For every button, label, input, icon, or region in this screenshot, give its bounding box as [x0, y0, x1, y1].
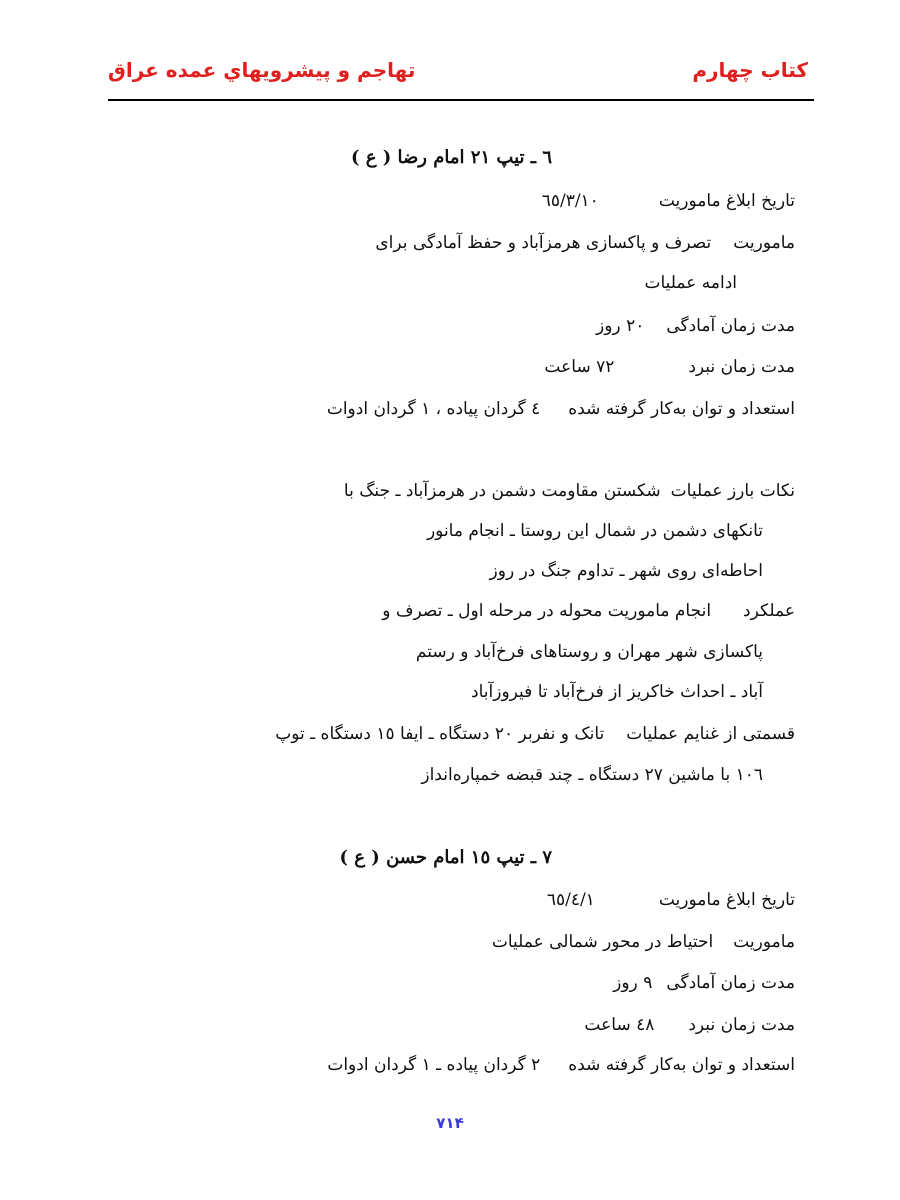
s7-force-value: ٢ گردان پیاده ـ ١ گردان ادوات — [327, 1055, 541, 1075]
s6-perf-line-2: پاکسازی شهر مهران و روستاهای فرخ‌آباد و رستم — [415, 642, 763, 662]
s6-notes-label: نکات بارز عملیات — [670, 481, 795, 501]
s6-notes-line-2: تانکهای دشمن در شمال این روستا ـ انجام مانور — [426, 521, 763, 541]
s6-date-row — [542, 189, 795, 213]
s6-notes-line-3: احاطه‌ای روی شهر ـ تداوم جنگ در روز — [489, 561, 763, 581]
s6-perf-label: عملکرد — [743, 601, 795, 621]
s6-force-row — [327, 397, 795, 421]
s6-date-value: ٦٥/٣/١٠ — [541, 191, 599, 211]
s6-combat-label: مدت زمان نبرد — [688, 357, 795, 377]
s7-mission-value: احتیاط در محور شمالی عملیات — [491, 932, 714, 952]
s6-perf-row — [382, 599, 795, 623]
s6-prep-row — [596, 314, 795, 338]
s7-mission-row — [492, 930, 795, 954]
book-title: کتاب چهارم — [692, 58, 808, 82]
s6-combat-value: ٧٢ ساعت — [544, 357, 615, 377]
s7-date-label: تاریخ ابلاغ ماموریت — [658, 890, 795, 910]
s6-notes-row — [344, 479, 795, 503]
s6-notes-line-1: شکستن مقاومت دشمن در هرمزآباد ـ جنگ با — [343, 481, 661, 501]
s6-mission-value: تصرف و پاکسازی هرمزآباد و حفظ آمادگی برای — [375, 233, 712, 253]
section-6-title: ٦ ـ تیپ ٢١ امام رضا ( ع ) — [350, 147, 552, 168]
header-rule — [108, 99, 814, 101]
s7-date-value: ٦٥/٤/١ — [546, 890, 595, 910]
s7-prep-label: مدت زمان آمادگی — [666, 973, 795, 993]
s6-booty-label: قسمتی از غنایم عملیات — [626, 724, 795, 744]
s6-booty-row — [275, 722, 795, 746]
s6-force-label: استعداد و توان به‌کار گرفته شده — [568, 399, 795, 419]
s6-booty-line-1: تانک و نفربر ٢٠ دستگاه ـ ایفا ١٥ دستگاه ـ توپ — [275, 724, 605, 744]
s6-booty-line-2: ١٠٦ با ماشین ٢٧ دستگاه ـ چند قبضه خمپاره‌انداز — [421, 765, 763, 785]
s6-prep-value: ٢٠ روز — [596, 316, 645, 336]
s6-perf-line-3: آباد ـ احداث خاکریز از فرخ‌آباد تا فیروزآباد — [471, 682, 763, 702]
s7-mission-label: ماموریت — [733, 932, 795, 952]
s6-combat-row — [544, 355, 795, 379]
s6-force-value: ٤ گردان پیاده ، ١ گردان ادوات — [326, 399, 541, 419]
s7-combat-label: مدت زمان نبرد — [688, 1015, 795, 1035]
s7-prep-row — [613, 971, 795, 995]
s7-force-row — [327, 1053, 795, 1077]
s6-mission-cont: ادامه عملیات — [644, 273, 737, 293]
s7-force-label: استعداد و توان به‌کار گرفته شده — [568, 1055, 795, 1075]
s7-combat-row — [584, 1013, 795, 1037]
s7-date-row — [547, 888, 795, 912]
s6-mission-row — [375, 231, 795, 255]
s6-perf-line-1: انجام ماموریت محوله در مرحله اول ـ تصرف و — [382, 601, 712, 621]
s7-prep-value: ٩ روز — [613, 973, 653, 993]
s6-prep-label: مدت زمان آمادگی — [666, 316, 795, 336]
page-number: ٧١۴ — [436, 1114, 464, 1132]
section-7-title: ٧ ـ تیپ ١٥ امام حسن ( ع ) — [339, 847, 552, 868]
s6-date-label: تاریخ ابلاغ ماموریت — [658, 191, 795, 211]
s6-mission-label: ماموریت — [733, 233, 795, 253]
s7-combat-value: ٤٨ ساعت — [584, 1015, 655, 1035]
chapter-title: تهاجم و پیشرویهاي عمده عراق — [108, 58, 416, 82]
